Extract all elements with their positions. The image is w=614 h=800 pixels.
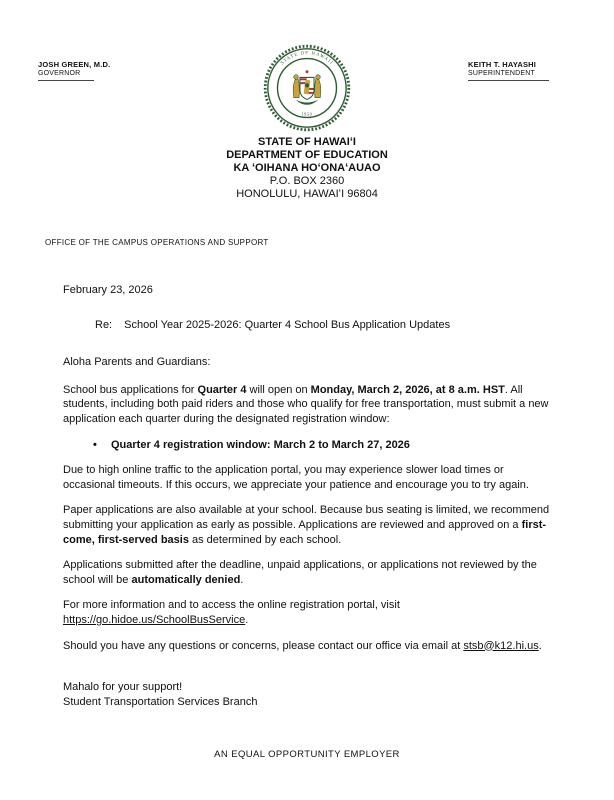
svg-text:STATE OF HAWAII: STATE OF HAWAII: [280, 51, 334, 67]
subject-text: School Year 2025-2026: Quarter 4 School Bus Application Updates: [124, 318, 451, 331]
registration-window-text: Quarter 4 registration window: March 2 to March 27, 2026: [111, 438, 410, 451]
closing-text: Mahalo for your support!: [63, 681, 183, 694]
superintendent-name: KEITH T. HAYASHI: [468, 60, 537, 69]
svg-text:1959: 1959: [300, 111, 314, 117]
text-run: Paper applications are also available at your school. Because bus seating is limited, we recommend submitting your application as early as possible. Applications are reviewed and approved on a: [63, 504, 550, 531]
org-city: HONOLULU, HAWAIʻI 96804: [236, 188, 378, 200]
text-run-bold: automatically denied: [131, 573, 241, 586]
closing-block: [63, 680, 556, 709]
paragraph-contact: [63, 639, 556, 654]
bullet-icon: •: [93, 438, 97, 451]
paragraph-opening: [63, 383, 556, 427]
office-name: OFFICE OF THE CAMPUS OPERATIONS AND SUPPORT: [45, 238, 269, 247]
org-hawaiian-name: KA ʻOIHANA HOʻONAʻAUAO: [233, 162, 381, 174]
governor-block: [38, 60, 110, 81]
org-department: DEPARTMENT OF EDUCATION: [226, 149, 388, 161]
hawaii-state-seal-icon: [263, 44, 351, 132]
salutation: Aloha Parents and Guardians:: [63, 356, 211, 369]
governor-name: JOSH GREEN, M.D.: [38, 60, 111, 69]
letter-date: February 23, 2026: [63, 284, 153, 296]
text-run: . All students, including both paid riders and those who qualify for free transportation, must submit a new application each quarter during the designated registration window:: [63, 383, 549, 425]
paragraph-traffic: Due to high online traffic to the application portal, you may experience slower load times or occasional timeouts. If this occurs, we appreciate your patience and encourage you to try again.: [63, 464, 529, 491]
signature-text: Student Transportation Services Branch: [63, 695, 258, 708]
org-po-box: P.O. BOX 2360: [269, 175, 345, 187]
text-run-bold: Monday, March 2, 2026, at 8 a.m. HST: [310, 383, 505, 396]
governor-title: GOVERNOR: [38, 69, 94, 81]
text-run: School bus applications for: [63, 383, 198, 396]
text-run: .: [245, 613, 249, 626]
superintendent-title: SUPERINTENDENT: [468, 69, 549, 81]
paragraph-denied: [63, 558, 556, 587]
text-run: will open on: [246, 383, 311, 396]
text-run-bold: Quarter 4: [197, 383, 247, 396]
text-run-bold: first-come, first-served basis: [63, 518, 547, 546]
text-run: Should you have any questions or concerns, please contact our office via email at: [63, 639, 464, 652]
email-link[interactable]: stsb@k12.hi.us: [463, 639, 539, 652]
paragraph-portal: [63, 598, 556, 627]
text-run: For more information and to access the online registration portal, visit: [63, 599, 400, 612]
text-run: .: [538, 639, 542, 652]
text-run: as determined by each school.: [188, 533, 342, 546]
letter-body: [63, 283, 556, 709]
org-address-block: [0, 136, 614, 201]
registration-window-bullet: [93, 438, 556, 453]
equal-opportunity-footer: AN EQUAL OPPORTUNITY EMPLOYER: [214, 749, 400, 760]
re-label: Re:: [95, 318, 113, 331]
text-run: Applications submitted after the deadline, unpaid applications, or applications not reviewed by the school will be: [63, 559, 537, 586]
paragraph-paper-applications: [63, 503, 556, 547]
portal-link[interactable]: https://go.hidoe.us/SchoolBusService: [63, 613, 246, 626]
superintendent-block: [468, 60, 549, 81]
text-run: .: [240, 573, 244, 586]
org-state: STATE OF HAWAIʻI: [258, 136, 356, 148]
subject-line: [95, 318, 556, 333]
